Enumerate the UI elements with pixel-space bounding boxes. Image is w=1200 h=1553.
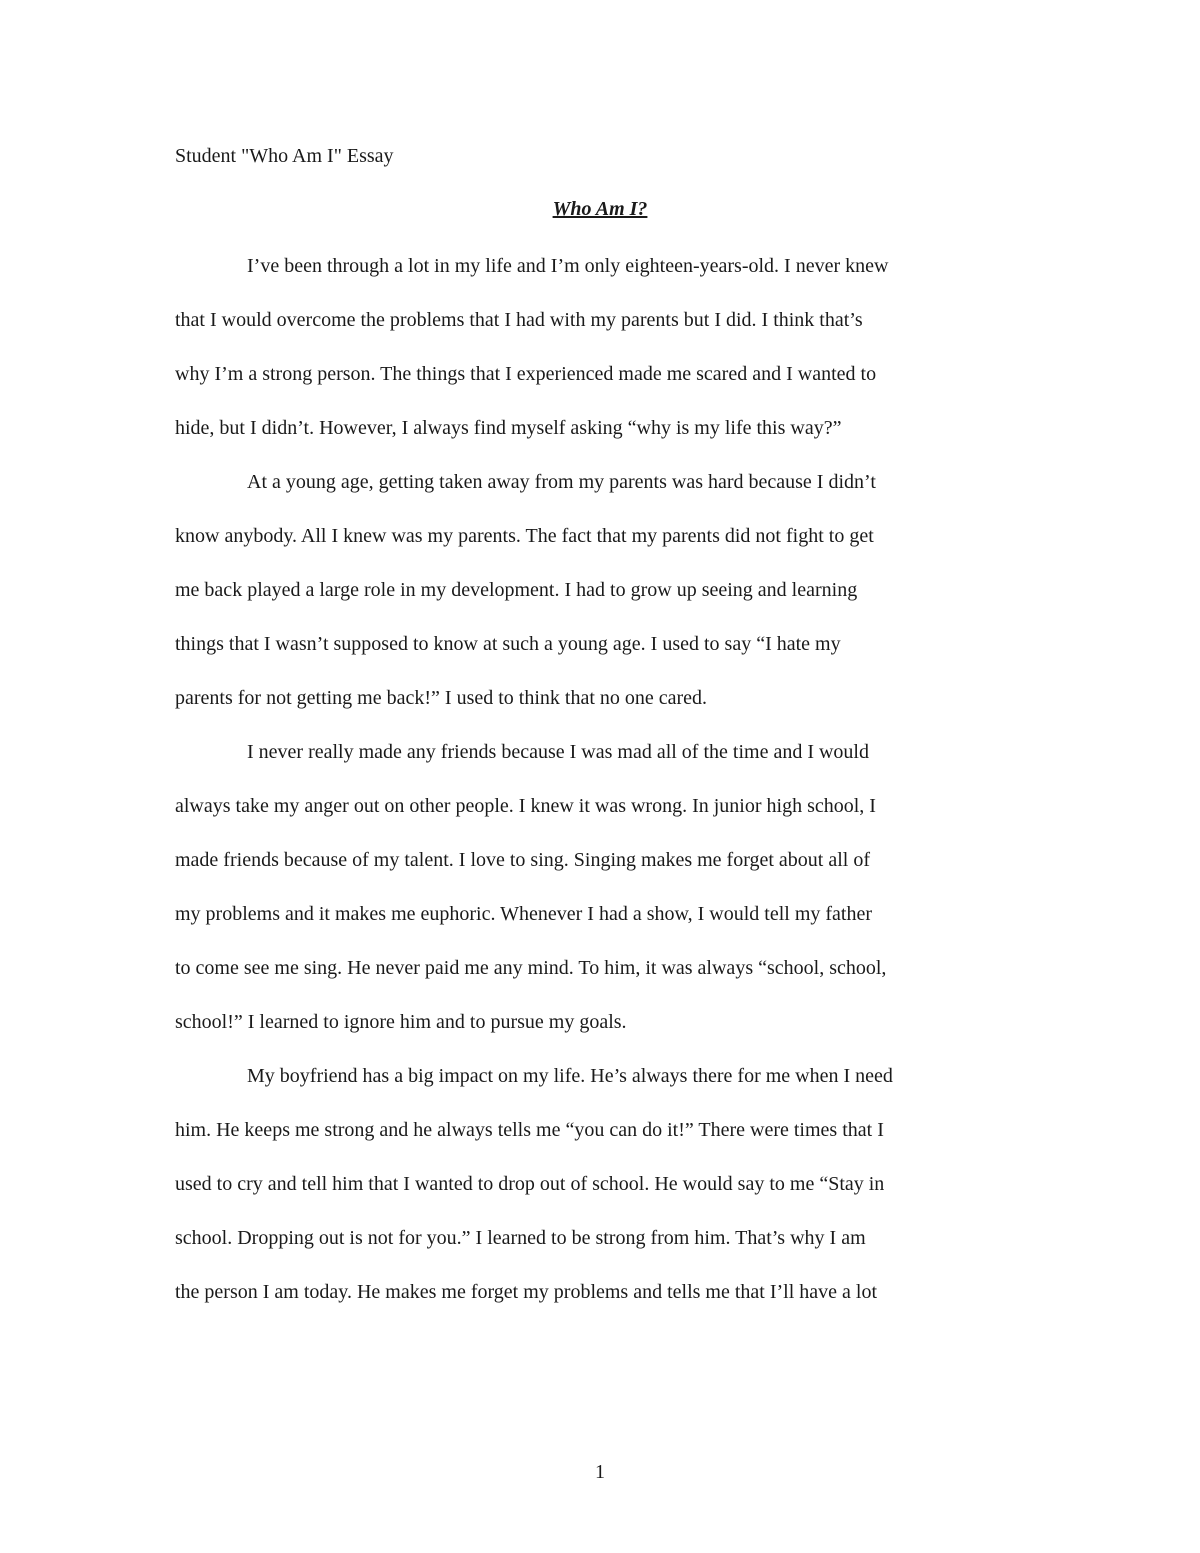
body-line: hide, but I didn’t. However, I always find myself asking “why is my life this way?” [175,417,842,439]
body-line: him. He keeps me strong and he always tells me “you can do it!” There were times that I [175,1119,884,1141]
body-line: At a young age, getting taken away from my parents was hard because I didn’t [247,471,876,493]
essay-title: Who Am I? [552,198,648,220]
body-line: know anybody. All I knew was my parents. The fact that my parents did not fight to get [175,525,874,547]
body-line: I’ve been through a lot in my life and I’m only eighteen-years-old. I never knew [247,255,889,277]
body-line: to come see me sing. He never paid me any mind. To him, it was always “school, school, [175,957,887,979]
body-line: used to cry and tell him that I wanted to drop out of school. He would say to me “Stay in [175,1173,885,1195]
body-line: made friends because of my talent. I love to sing. Singing makes me forget about all of [175,849,871,871]
body-line: always take my anger out on other people. I knew it was wrong. In junior high school, I [175,795,876,817]
body-line: My boyfriend has a big impact on my life. He’s always there for me when I need [247,1065,893,1087]
body-line: school. Dropping out is not for you.” I learned to be strong from him. That’s why I am [175,1227,866,1249]
body-line: that I would overcome the problems that I had with my parents but I did. I think that’s [175,309,863,331]
body-line: I never really made any friends because I was mad all of the time and I would [247,741,869,763]
body-line: school!” I learned to ignore him and to pursue my goals. [175,1011,627,1033]
body-line: me back played a large role in my development. I had to grow up seeing and learning [175,579,858,601]
body-line: why I’m a strong person. The things that I experienced made me scared and I wanted to [175,363,877,385]
body-line: parents for not getting me back!” I used to think that no one cared. [175,687,708,709]
body-line: my problems and it makes me euphoric. Whenever I had a show, I would tell my father [175,903,873,925]
document-header: Student "Who Am I" Essay [175,145,394,167]
page-number: 1 [595,1461,605,1483]
body-line: things that I wasn’t supposed to know at such a young age. I used to say “I hate my [175,633,841,655]
body-line: the person I am today. He makes me forget my problems and tells me that I’ll have a lot [175,1281,878,1303]
